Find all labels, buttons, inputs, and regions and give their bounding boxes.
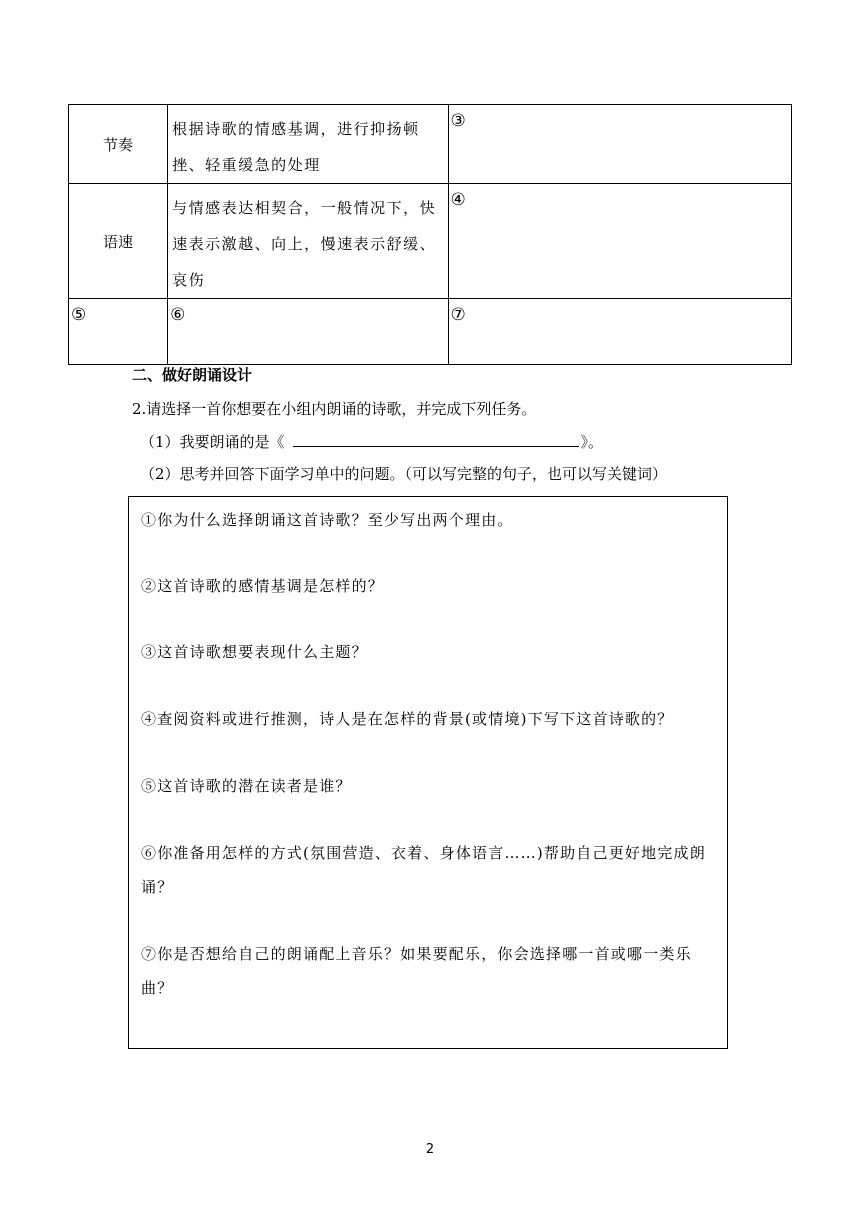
answer-cell: ④ xyxy=(448,184,792,299)
worksheet-question: ③这首诗歌想要表现什么主题？ xyxy=(141,643,368,661)
worksheet-question: ⑦你是否想给自己的朗诵配上音乐？如果要配乐，你会选择哪一首或哪一类乐曲？ xyxy=(141,945,692,997)
row-description: 与情感表达相契合，一般情况下，快速表示激越、向上，慢速表示舒缓、哀伤 xyxy=(168,184,448,299)
question-suffix: 》。 xyxy=(580,433,604,451)
answer-cell: ③ xyxy=(448,105,792,184)
table-row xyxy=(69,105,792,184)
poem-title-blank[interactable] xyxy=(293,432,579,447)
reading-technique-table xyxy=(68,104,792,365)
worksheet-box xyxy=(128,496,728,1049)
worksheet-instruction: （2）思考并回答下面学习单中的问题。（可以写完整的句子，也可以写关键词） xyxy=(140,465,668,483)
worksheet-question: ④查阅资料或进行推测，诗人是在怎样的背景(或情境)下写下这首诗歌的？ xyxy=(141,710,674,728)
question-prefix: （1）我要朗诵的是《 xyxy=(140,433,285,451)
table-row xyxy=(69,299,792,365)
row-description: ⑥ xyxy=(168,299,448,365)
section-heading: 二、做好朗诵设计 xyxy=(132,366,253,384)
worksheet-question: ⑥你准备用怎样的方式(氛围营造、衣着、身体语言……)帮助自己更好地完成朗诵？ xyxy=(141,844,706,896)
answer-cell: ⑦ xyxy=(448,299,792,365)
worksheet-question: ②这首诗歌的感情基调是怎样的？ xyxy=(141,577,385,595)
worksheet-question: ⑤这首诗歌的潜在读者是谁？ xyxy=(141,777,352,795)
row-label: 语速 xyxy=(69,184,168,299)
row-label: 节奏 xyxy=(69,105,168,184)
poem-title-question xyxy=(140,431,603,452)
task-instruction: 2.请选择一首你想要在小组内朗诵的诗歌，并完成下列任务。 xyxy=(132,400,537,418)
page-number: 2 xyxy=(425,1142,435,1157)
row-description: 根据诗歌的情感基调，进行抑扬顿挫、轻重缓急的处理 xyxy=(168,105,448,184)
worksheet-question: ①你为什么选择朗诵这首诗歌？至少写出两个理由。 xyxy=(141,511,514,529)
table-row xyxy=(69,184,792,299)
row-label: ⑤ xyxy=(69,299,168,365)
